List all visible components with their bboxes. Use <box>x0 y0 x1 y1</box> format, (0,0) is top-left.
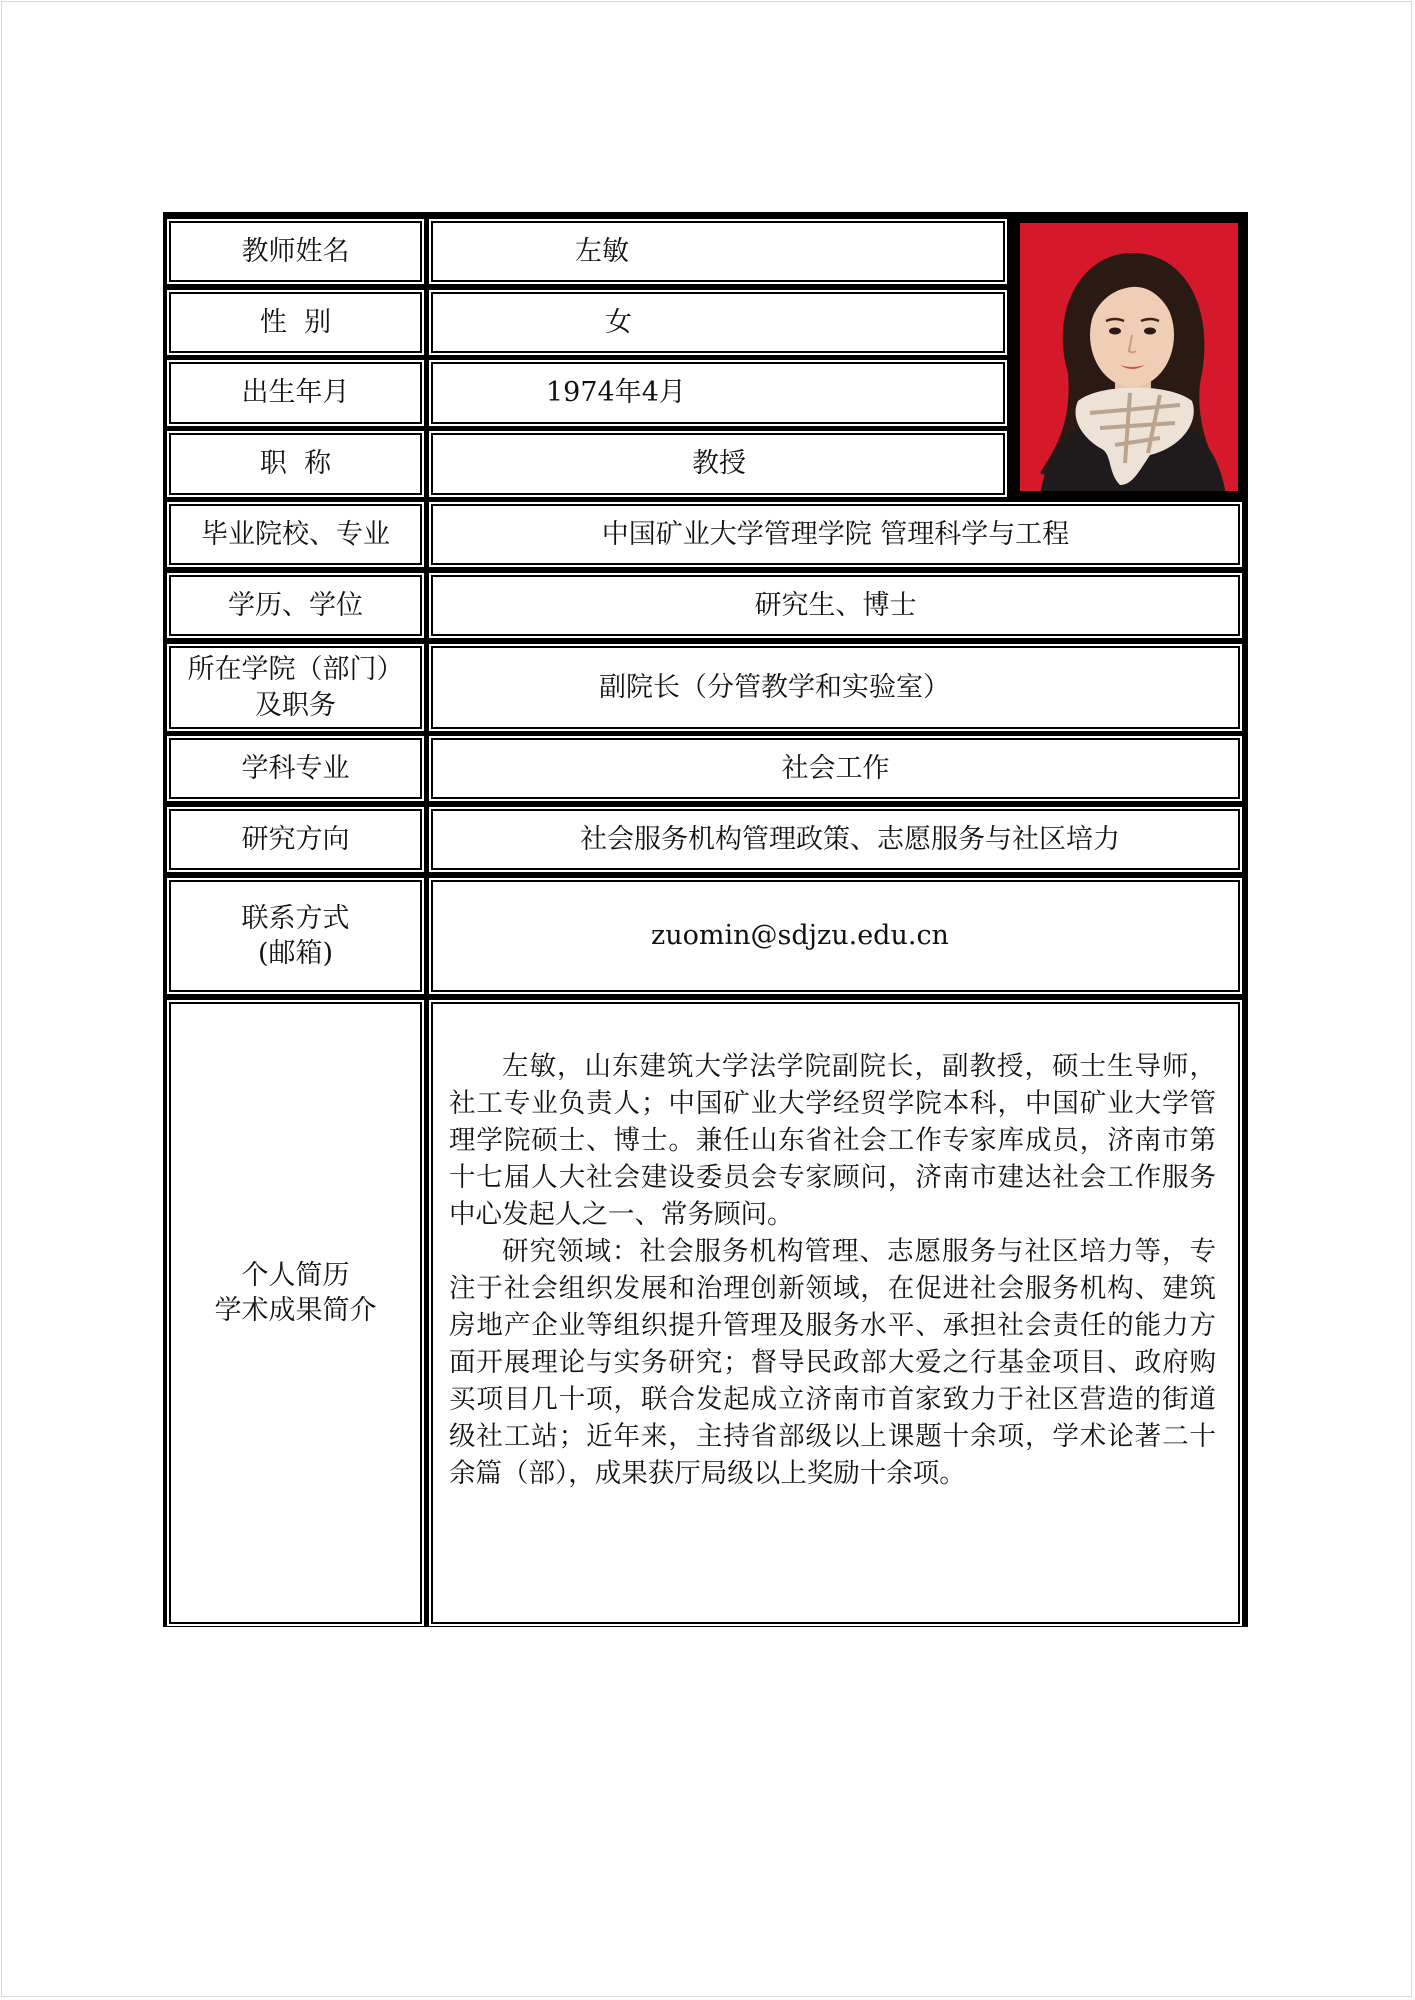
degree-value: 研究生、博士 <box>431 575 1240 636</box>
contact-value[interactable]: zuomin@sdjzu.edu.cn <box>431 880 1240 992</box>
bio-paragraph-2: 研究领域：社会服务机构管理、志愿服务与社区培力等，专注于社会组织发展和治理创新领域，在促进社会服务机构、建筑房地产企业等组织提升管理及服务水平、承担社会责任的能力方面开展理论与实务研究；督导民政部大爱之行基金项目、政府购买项目几十项，联合发起成立济南市首家致力于社区营造的街道级社工站；近年来，主持省部级以上课题十余项，学术论著二十余篇（部），成果获厅局级以上奖励十余项。 <box>449 1236 1216 1489</box>
school-label: 毕业院校、专业 <box>169 504 422 565</box>
gender-label: 性 别 <box>169 292 422 353</box>
discipline-label: 学科专业 <box>169 738 422 799</box>
birth-value: 1974年4月 <box>431 362 1005 424</box>
teacher-photo <box>1018 221 1240 493</box>
name-value: 左敏 <box>431 221 1005 282</box>
department-value: 副院长（分管教学和实验室） <box>431 646 1240 729</box>
bio-label: 个人简历 学术成果简介 <box>169 1002 422 1624</box>
school-value: 中国矿业大学管理学院 管理科学与工程 <box>431 504 1240 565</box>
title-value: 教授 <box>431 433 1005 495</box>
bio-content <box>431 1002 1240 1624</box>
contact-label: 联系方式 (邮箱) <box>169 880 422 992</box>
degree-label: 学历、学位 <box>169 575 422 636</box>
research-label: 研究方向 <box>169 809 422 870</box>
birth-label: 出生年月 <box>169 362 422 424</box>
portrait-image <box>1020 223 1240 493</box>
bio-paragraph-1: 左敏，山东建筑大学法学院副院长，副教授，硕士生导师，社工专业负责人；中国矿业大学经贸学院本科，中国矿业大学管理学院硕士、博士。兼任山东省社会工作专家库成员，济南市第十七届人大社会建设委员会专家顾问，济南市建达社会工作服务中心发起人之一、常务顾问。 <box>449 1051 1216 1230</box>
name-label: 教师姓名 <box>169 221 422 282</box>
discipline-value: 社会工作 <box>431 738 1240 799</box>
department-label: 所在学院（部门） 及职务 <box>169 646 422 729</box>
title-label: 职 称 <box>169 433 422 495</box>
research-value: 社会服务机构管理政策、志愿服务与社区培力 <box>431 809 1240 870</box>
gender-value: 女 <box>431 292 1005 353</box>
